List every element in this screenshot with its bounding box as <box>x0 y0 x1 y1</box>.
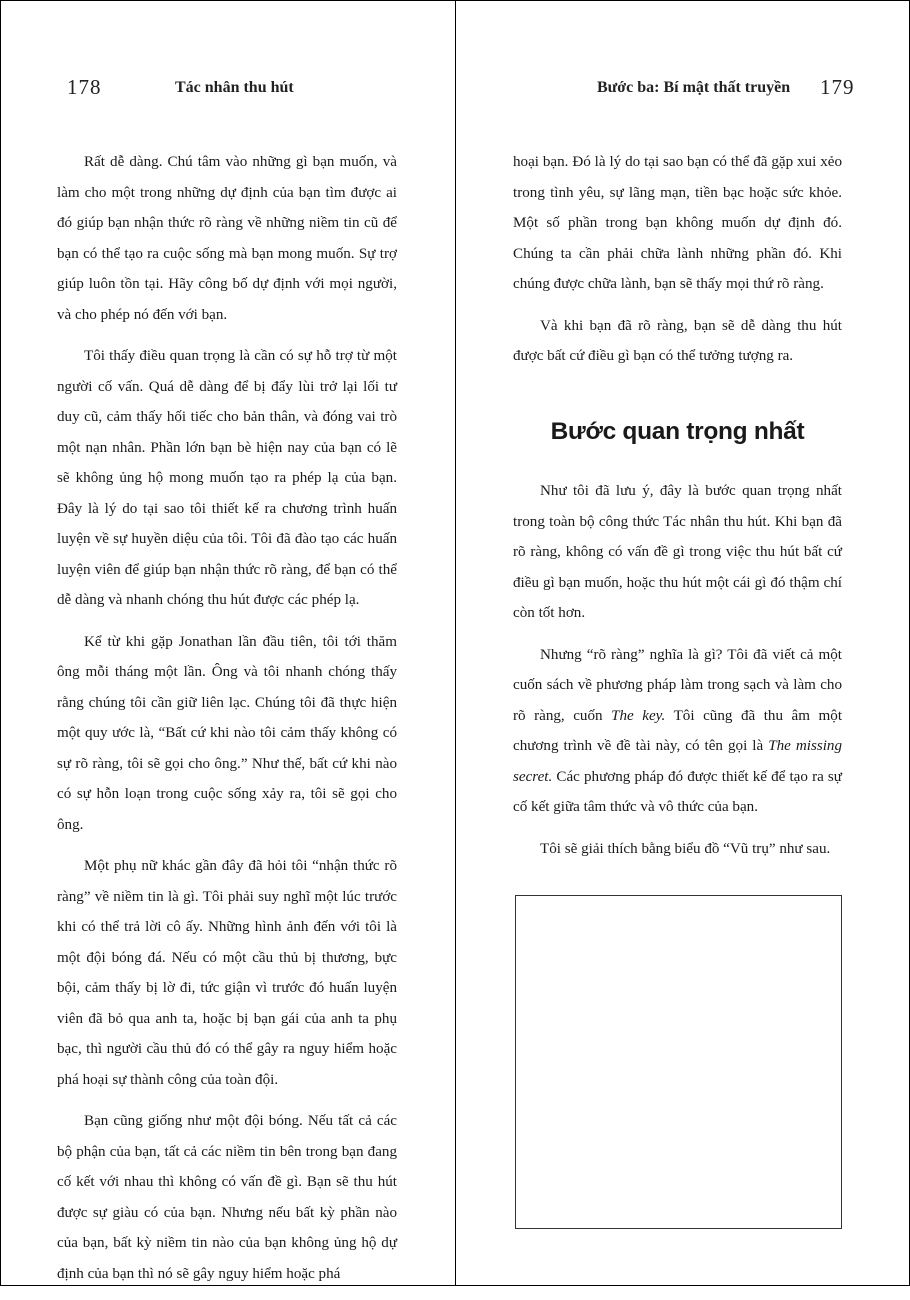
paragraph <box>513 640 842 823</box>
paragraph: Rất dễ dàng. Chú tâm vào những gì bạn muốn, và làm cho một trong những dự định của bạn tìm được ai đó giúp bạn nhận thức rõ ràng về những niềm tin cũ để bạn có thể tạo ra cuộc sống mà bạn mong muốn. Sự trợ giúp luôn tồn tại. Hãy công bố dự định với mọi người, và cho phép nó đến với bạn. <box>57 154 397 323</box>
page-body <box>513 147 842 1229</box>
running-header: Tác nhân thu hút <box>175 79 294 96</box>
diagram-placeholder <box>515 895 842 1229</box>
paragraph: Bạn cũng giống như một đội bóng. Nếu tất cả các bộ phận của bạn, tất cả các niềm tin bên trong bạn đang cố kết với nhau thì không có vấn đề gì. Bạn sẽ thu hút được sự giàu có của bạn. Nhưng nếu bất kỳ phần nào của bạn, bất kỳ niềm tin nào của bạn không ủng hộ dự định của bạn thì nó sẽ gây nguy hiểm hoặc phá <box>57 1113 397 1282</box>
paragraph: Tôi thấy điều quan trọng là cần có sự hỗ trợ từ một người cố vấn. Quá dễ dàng để bị đẩy lùi trở lại lối tư duy cũ, cảm thấy hối tiếc cho bản thân, và đóng vai trò một nạn nhân. Phần lớn bạn bè hiện nay của bạn có lẽ sẽ không ủng hộ mong muốn tạo ra phép lạ của bạn. Đây là lý do tại sao tôi thiết kế ra chương trình huấn luyện về sự huyền diệu của tôi. Tôi đã đào tạo các huấn luyện viên để giúp bạn nhận thức rõ ràng, để bạn có thể dễ dàng và nhanh chóng thu hút được các phép lạ. <box>57 348 397 608</box>
page-number: 179 <box>820 75 855 99</box>
paragraph: hoại bạn. Đó là lý do tại sao bạn có thể đã gặp xui xẻo trong tình yêu, sự lãng mạn, tiền bạc hoặc sức khỏe. Một số phần trong bạn không muốn dự định đó. Chúng ta cần phải chữa lành những phần đó. Khi chúng được chữa lành, bạn sẽ thấy mọi thứ rõ ràng. <box>513 154 842 292</box>
program-title: The missing secret. <box>513 738 843 785</box>
page-number: 178 <box>67 75 102 99</box>
paragraph: Kể từ khi gặp Jonathan lần đầu tiên, tôi tới thăm ông mỗi tháng một lần. Ông và tôi nhanh chóng thấy rằng chúng tôi cần giữ liên lạc. Chúng tôi đã thực hiện một quy ước là, “Bất cứ khi nào tôi cảm thấy không có sự rõ ràng, tôi sẽ gọi cho ông.” Như thế, bất cứ khi nào có sự hỗn loạn trong cuộc sống xảy ra, tôi sẽ gọi cho ông. <box>57 633 397 833</box>
paragraph-text: Tôi cũng đã thu âm một chương trình về đề tài này, có tên gọi là <box>513 707 843 754</box>
paragraph-text: Các phương pháp đó được thiết kế để tạo ra sự cố kết giữa tâm thức và vô thức của bạn. <box>513 768 842 815</box>
right-page <box>456 1 909 1285</box>
running-header: Bước ba: Bí mật thất truyền <box>597 79 791 96</box>
paragraph: Và khi bạn đã rõ ràng, bạn sẽ dễ dàng thu hút được bất cứ điều gì bạn có thể tưởng tượng ra. <box>513 317 842 364</box>
book-title: The key. <box>611 707 666 724</box>
paragraph: Một phụ nữ khác gần đây đã hỏi tôi “nhận thức rõ ràng” về niềm tin là gì. Tôi phải suy nghĩ một lúc trước khi có thể trả lời cô ấy. Những hình ảnh đến với tôi là một đội bóng đá. Nếu có một cầu thủ bị thương, bực bội, cảm thấy bị lờ đi, tức giận vì trước đó huấn luyện viên đã bỏ qua anh ta, hoặc bị bạn gái của anh ta phụ bạc, thì người cầu thủ đó có thể gây ra nguy hiểm hoặc phá hoại sự thành công của toàn đội. <box>57 858 397 1088</box>
paragraph: Tôi sẽ giải thích bằng biểu đồ “Vũ trụ” như sau. <box>540 840 831 857</box>
paragraph: Như tôi đã lưu ý, đây là bước quan trọng nhất trong toàn bộ công thức Tác nhân thu hút. Khi bạn đã rõ ràng, không có vấn đề gì trong việc thu hút bất cứ điều gì bạn muốn, hoặc thu hút một cái gì đó thậm chí còn tốt hơn. <box>513 483 842 621</box>
paragraph-text: Nhưng “rõ ràng” nghĩa là gì? Tôi đã viết cả một cuốn sách về phương pháp làm trong sạch và làm cho rõ ràng, cuốn <box>513 646 842 724</box>
page-body <box>57 147 397 1300</box>
section-heading: Bước quan trọng nhất <box>550 417 805 445</box>
left-page <box>1 1 455 1285</box>
